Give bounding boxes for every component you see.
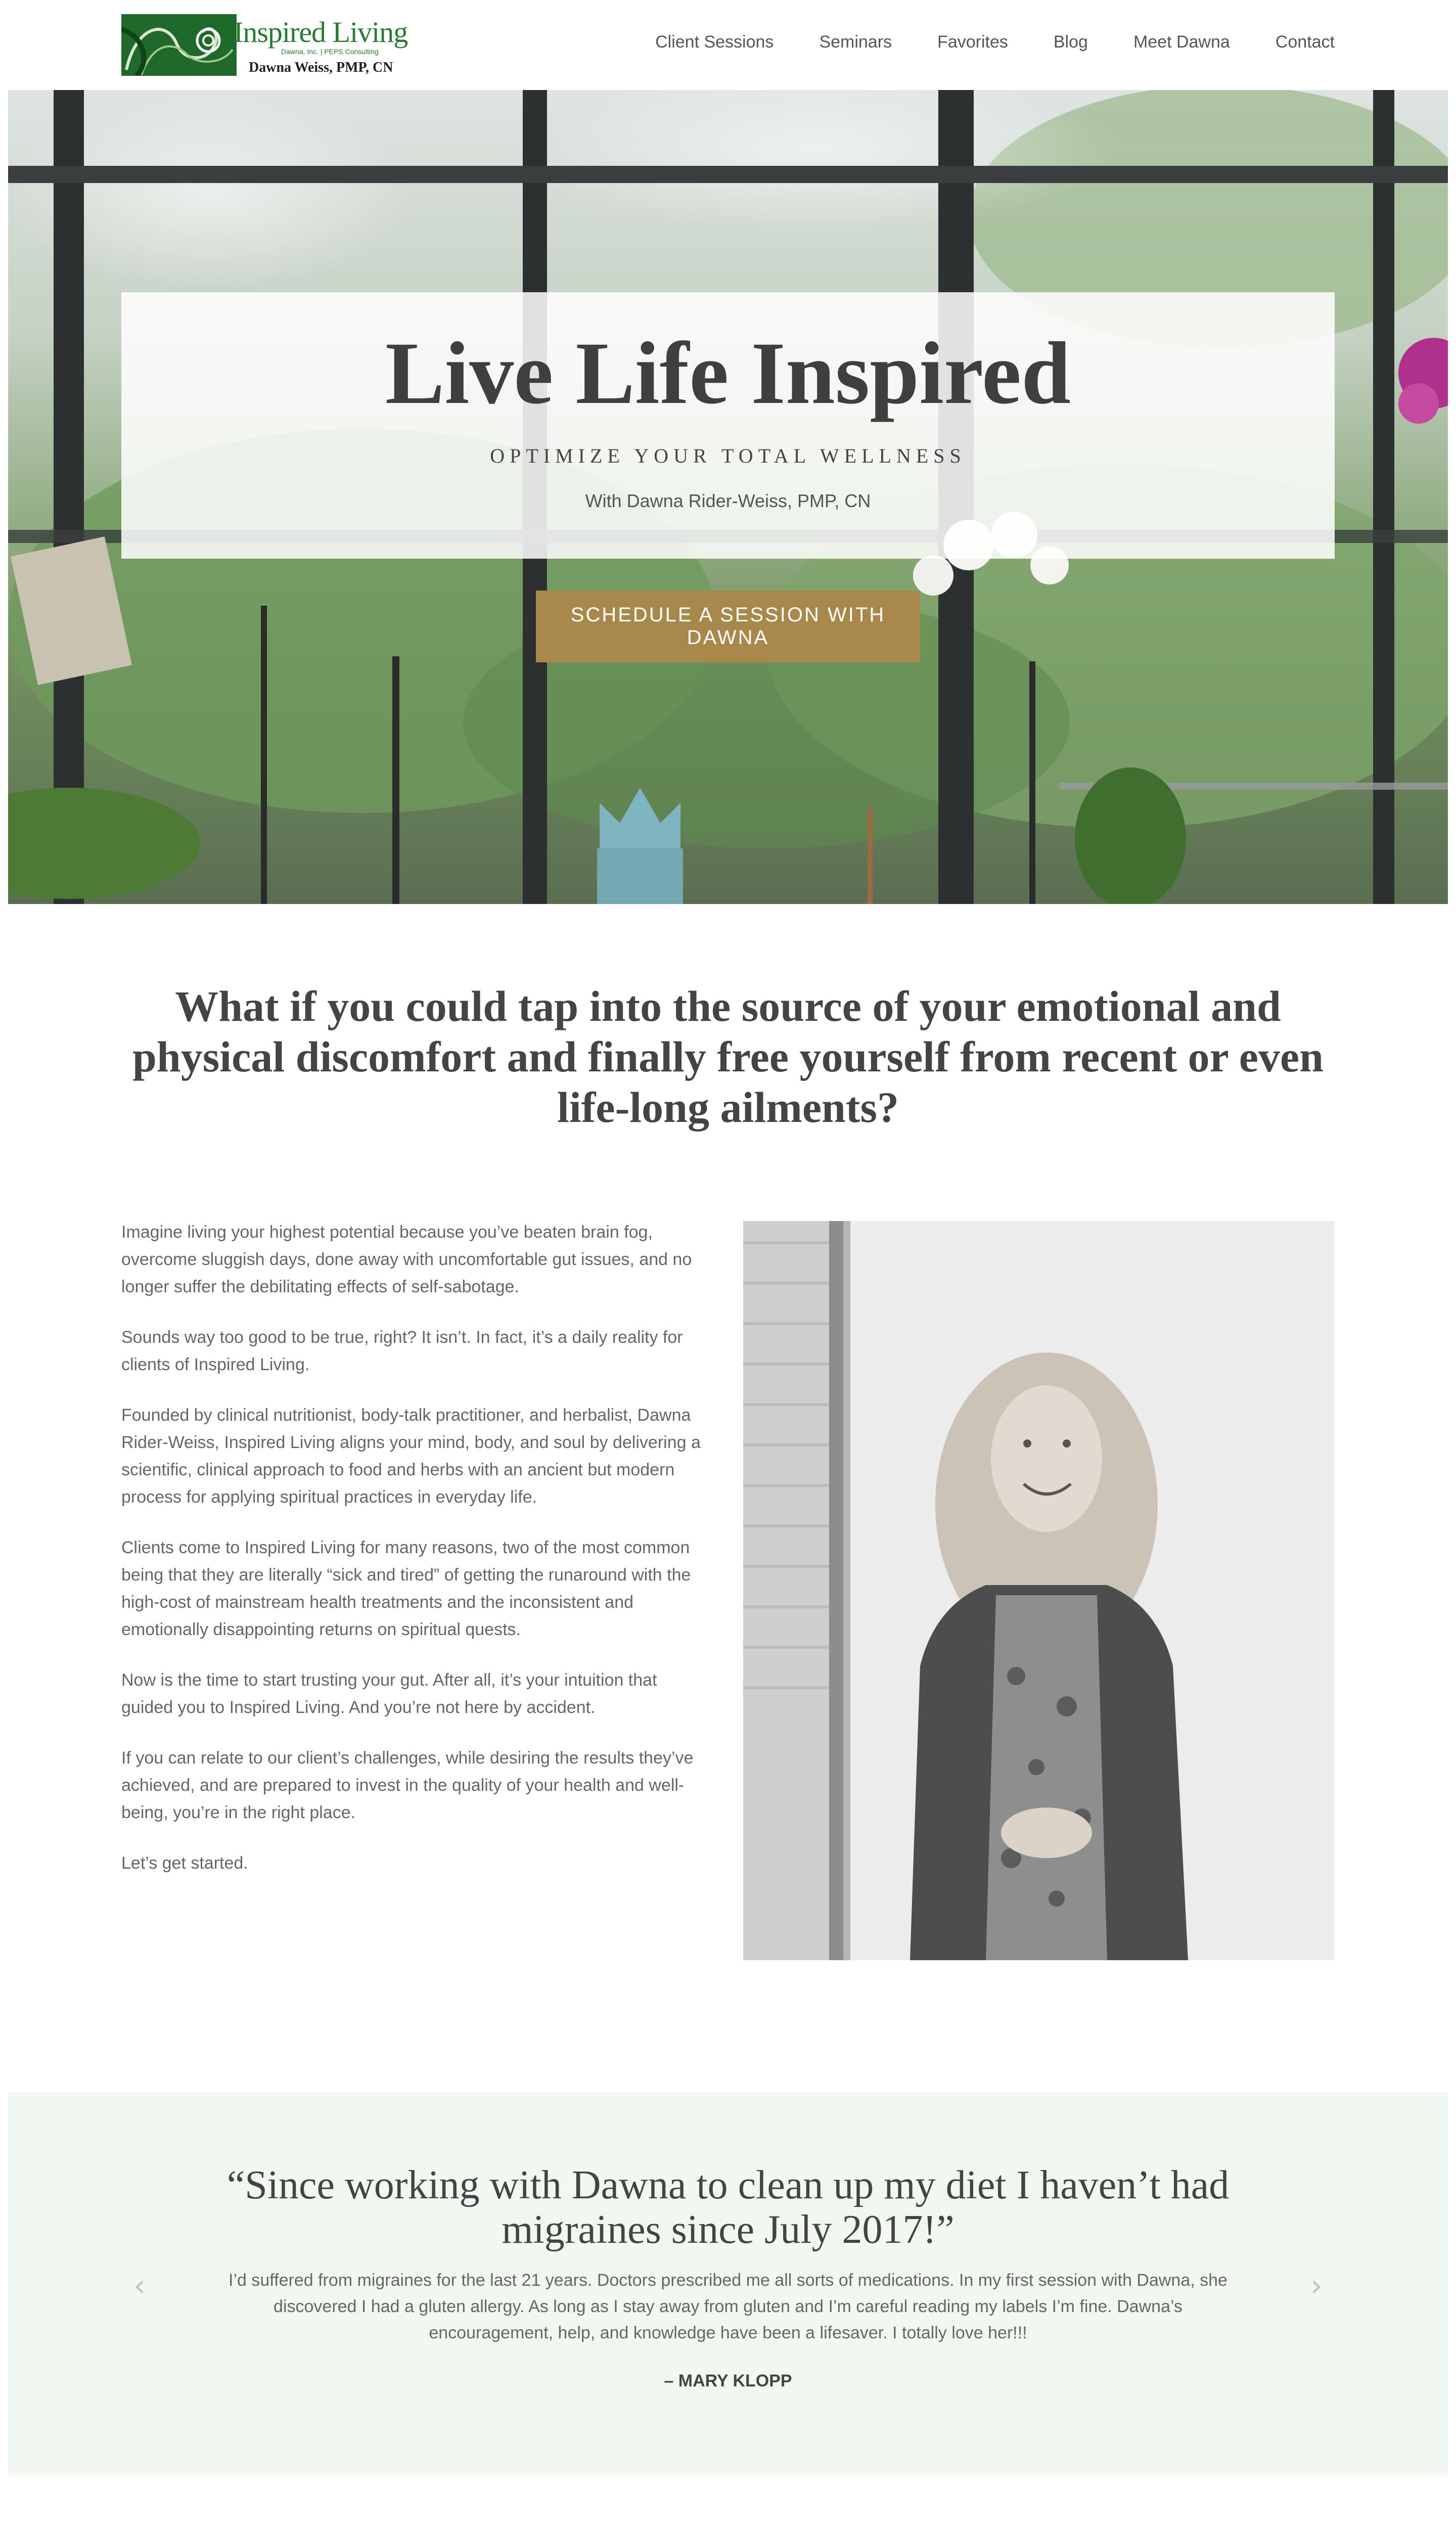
hero-title: Live Life Inspired [385,324,1071,423]
hero-byline: With Dawna Rider-Weiss, PMP, CN [585,490,871,511]
nav-favorites[interactable]: Favorites [937,32,1008,52]
intro-question-heading: What if you could tap into the source of your emotional and physical discomfort and finally free yourself from recent or even life-long ailments? [132,982,1324,1132]
intro-paragraph: Let’s get started. [121,1854,248,1873]
next-testimonial-button[interactable]: › [1310,2268,1323,2304]
logo-brand-text: Inspired Living [234,16,408,49]
nav-client-sessions[interactable]: Client Sessions [655,32,774,52]
site-header [0,0,1456,90]
intro-paragraph: If you can relate to our client’s challenges, while desiring the results they’ve achieved, and are prepared to invest in the quality of your health and well-being, you’re in the right place. [121,1748,694,1822]
nav-blog[interactable]: Blog [1053,32,1088,52]
nav-seminars[interactable]: Seminars [819,32,892,52]
site-logo[interactable] [121,12,408,79]
logo-subtext: Dawna, Inc. | PEPS Consulting [281,48,379,56]
logo-owner-name: Dawna Weiss, PMP, CN [249,60,393,75]
swirl-logo-icon [121,14,237,76]
testimonial-quote: “Since working with Dawna to clean up my diet I haven’t had migraines since July 2017!” [226,2163,1230,2252]
nav-contact[interactable]: Contact [1275,32,1335,52]
intro-paragraph: Imagine living your highest potential because you’ve beaten brain fog, overcome sluggish days, done away with uncomfortable gut issues, and no longer suffer the debilitating effects of self-sabotage. [121,1223,692,1296]
testimonial-slider [8,2092,1448,2475]
intro-paragraph: Sounds way too good to be true, right? It isn’t. In fact, it’s a daily reality for clients of Inspired Living. [121,1328,683,1374]
dawna-portrait-photo [743,1221,1335,1960]
testimonial-body: I’d suffered from migraines for the last 21 years. Doctors prescribed me all sorts of medications. In my first session with Dawna, she discovered I had a gluten allergy. As long as I stay away from gluten and I’m careful reading my labels I’m fine. Dawna’s encouragement, help, and knowledge have been a lifesaver. I totally love her!!! [229,2271,1227,2342]
intro-paragraph: Now is the time to start trusting your gut. After all, it’s your intuition that guided you to Inspired Living. And you’re not here by accident. [121,1671,657,1717]
testimonial-author: – MARY KLOPP [664,2371,792,2390]
main-nav [610,32,1335,52]
schedule-session-button[interactable]: SCHEDULE A SESSION WITH DAWNA [536,591,920,662]
previous-testimonial-button[interactable]: ‹ [133,2268,146,2304]
intro-paragraph: Clients come to Inspired Living for many reasons, two of the most common being that they are literally “sick and tired” of getting the runaround with the high-cost of mainstream health treatments and the inconsistent and emotionally disappointing returns on spiritual quests. [121,1538,691,1639]
hero-text-panel [121,292,1335,559]
nav-meet-dawna[interactable]: Meet Dawna [1133,32,1230,52]
hero-subtitle: OPTIMIZE YOUR TOTAL WELLNESS [490,444,966,467]
hero-section [8,90,1448,904]
intro-text [121,1218,708,1900]
intro-paragraph: Founded by clinical nutritionist, body-talk practitioner, and herbalist, Dawna Rider-Weiss, Inspired Living aligns your mind, body, and soul by delivering a scientific, clinical approach to food and herbs with an ancient but modern process for applying spiritual practices in everyday life. [121,1406,701,1507]
